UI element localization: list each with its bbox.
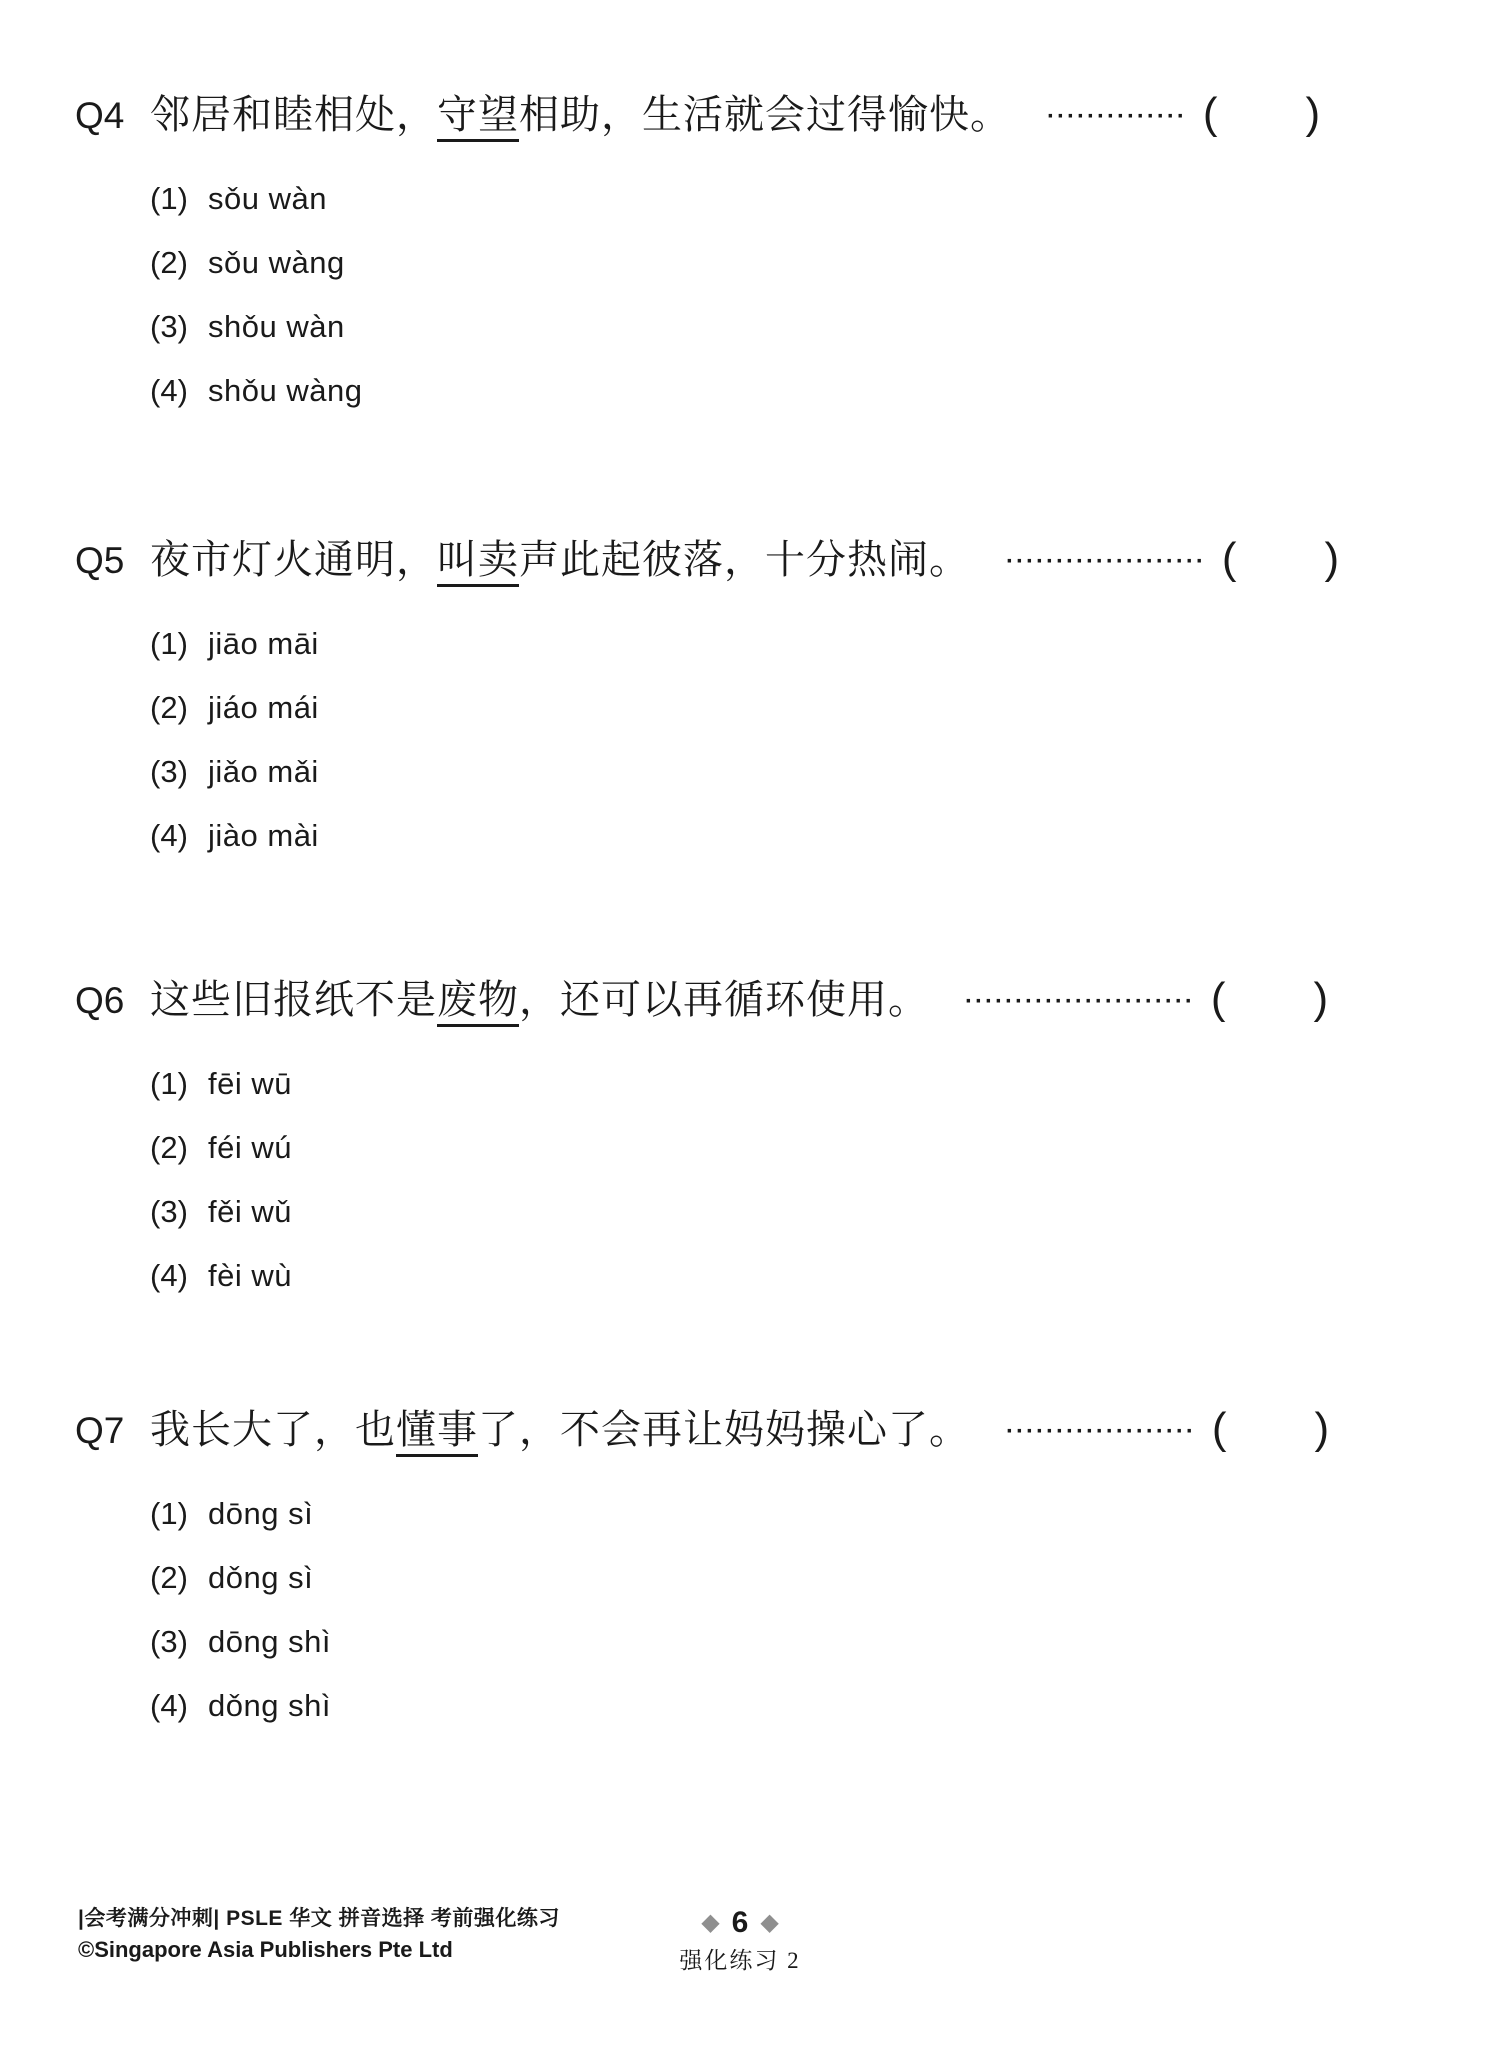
question-block bbox=[0, 1403, 1501, 1752]
underlined-word: 叫卖 bbox=[437, 537, 519, 587]
option-number: (2) bbox=[150, 1559, 188, 1595]
dotted-leader: ·············· bbox=[1047, 103, 1187, 130]
footer-section-label: 强化练习 2 bbox=[679, 1948, 801, 1973]
option-row bbox=[150, 373, 1501, 437]
option-number: (1) bbox=[150, 1065, 188, 1101]
question-block bbox=[0, 973, 1501, 1322]
footer-copyright: ©Singapore Asia Publishers Pte Ltd bbox=[78, 1937, 453, 1962]
sentence-post: 声此起彼落，十分热闹。 bbox=[519, 537, 970, 582]
option-pinyin: jiāo māi bbox=[208, 625, 319, 661]
option-number: (1) bbox=[150, 1495, 188, 1531]
paren-close: ) bbox=[1305, 89, 1321, 138]
answer-blank bbox=[1212, 1403, 1329, 1456]
question-number: Q7 bbox=[75, 1410, 125, 1451]
sentence-pre: 这些旧报纸不是 bbox=[150, 977, 437, 1022]
question-title-row bbox=[0, 1403, 1501, 1456]
option-row bbox=[150, 1560, 1501, 1624]
option-number: (3) bbox=[150, 1193, 188, 1229]
question-block bbox=[0, 88, 1501, 437]
option-pinyin: jiǎo mǎi bbox=[208, 753, 319, 789]
dotted-leader: ······················· bbox=[965, 988, 1195, 1015]
option-number: (1) bbox=[150, 625, 188, 661]
option-pinyin: fēi wū bbox=[208, 1065, 292, 1101]
underlined-word: 废物 bbox=[437, 977, 519, 1027]
question-title-row bbox=[0, 533, 1501, 586]
question-title-row bbox=[0, 88, 1501, 141]
option-pinyin: dǒng sì bbox=[208, 1559, 314, 1595]
options-list bbox=[0, 181, 1501, 437]
underlined-word: 懂事 bbox=[396, 1407, 478, 1457]
answer-blank bbox=[1222, 533, 1339, 586]
option-row bbox=[150, 1194, 1501, 1258]
sentence-pre: 我长大了，也 bbox=[150, 1407, 396, 1452]
question-sentence bbox=[150, 1406, 970, 1454]
option-row bbox=[150, 1130, 1501, 1194]
option-pinyin: sǒu wàn bbox=[208, 180, 327, 216]
option-row bbox=[150, 754, 1501, 818]
sentence-pre: 邻居和睦相处， bbox=[150, 92, 437, 137]
option-pinyin: shǒu wàng bbox=[208, 372, 363, 408]
paren-close: ) bbox=[1314, 1404, 1330, 1453]
option-number: (3) bbox=[150, 753, 188, 789]
sentence-pre: 夜市灯火通明， bbox=[150, 537, 437, 582]
question-sentence bbox=[150, 976, 929, 1024]
option-number: (4) bbox=[150, 372, 188, 408]
diamond-icon-right: ◆ bbox=[760, 1909, 779, 1936]
option-pinyin: féi wú bbox=[208, 1129, 292, 1165]
option-pinyin: fèi wù bbox=[208, 1257, 292, 1293]
dotted-leader: ···················· bbox=[1006, 548, 1206, 575]
question-sentence bbox=[150, 536, 970, 584]
dotted-leader: ··················· bbox=[1006, 1418, 1196, 1445]
options-list bbox=[0, 1496, 1501, 1752]
option-row bbox=[150, 690, 1501, 754]
options-list bbox=[0, 626, 1501, 882]
option-row bbox=[150, 818, 1501, 882]
option-number: (2) bbox=[150, 689, 188, 725]
option-pinyin: jiào mài bbox=[208, 817, 319, 853]
options-list bbox=[0, 1066, 1501, 1322]
question-block bbox=[0, 533, 1501, 882]
option-pinyin: fěi wǔ bbox=[208, 1193, 292, 1229]
option-number: (4) bbox=[150, 817, 188, 853]
option-number: (4) bbox=[150, 1257, 188, 1293]
sentence-post: ，还可以再循环使用。 bbox=[519, 977, 929, 1022]
sentence-post: 相助，生活就会过得愉快。 bbox=[519, 92, 1011, 137]
answer-blank bbox=[1203, 88, 1320, 141]
option-pinyin: dǒng shì bbox=[208, 1687, 331, 1723]
paren-open: ( bbox=[1202, 89, 1218, 138]
footer-page-block bbox=[655, 1908, 825, 1975]
option-row bbox=[150, 1066, 1501, 1130]
option-number: (4) bbox=[150, 1687, 188, 1723]
diamond-icon-left: ◆ bbox=[701, 1909, 720, 1936]
option-row bbox=[150, 181, 1501, 245]
option-pinyin: jiáo mái bbox=[208, 689, 319, 725]
paren-open: ( bbox=[1221, 534, 1237, 583]
question-sentence bbox=[150, 91, 1011, 139]
question-number: Q6 bbox=[75, 980, 125, 1021]
option-pinyin: shǒu wàn bbox=[208, 308, 345, 344]
option-row bbox=[150, 1496, 1501, 1560]
option-number: (1) bbox=[150, 180, 188, 216]
option-number: (2) bbox=[150, 1129, 188, 1165]
paren-open: ( bbox=[1211, 1404, 1227, 1453]
option-number: (3) bbox=[150, 1623, 188, 1659]
option-number: (2) bbox=[150, 244, 188, 280]
paren-close: ) bbox=[1313, 974, 1329, 1023]
page-number-row bbox=[655, 1908, 825, 1938]
option-row bbox=[150, 1688, 1501, 1752]
option-row bbox=[150, 1624, 1501, 1688]
underlined-word: 守望 bbox=[437, 92, 519, 142]
option-pinyin: dōng shì bbox=[208, 1623, 331, 1659]
option-row bbox=[150, 1258, 1501, 1322]
paren-open: ( bbox=[1210, 974, 1226, 1023]
question-title-row bbox=[0, 973, 1501, 1026]
option-pinyin: sǒu wàng bbox=[208, 244, 345, 280]
footer-series-title: |会考满分冲刺| PSLE 华文 拼音选择 考前强化练习 bbox=[78, 1907, 560, 1930]
option-row bbox=[150, 626, 1501, 690]
page-number: 6 bbox=[731, 1906, 749, 1939]
option-number: (3) bbox=[150, 308, 188, 344]
sentence-post: 了，不会再让妈妈操心了。 bbox=[478, 1407, 970, 1452]
option-row bbox=[150, 309, 1501, 373]
question-number: Q5 bbox=[75, 540, 125, 581]
paren-close: ) bbox=[1324, 534, 1340, 583]
footer-publisher-block bbox=[78, 1902, 560, 1963]
answer-blank bbox=[1211, 973, 1328, 1026]
option-row bbox=[150, 245, 1501, 309]
question-number: Q4 bbox=[75, 95, 125, 136]
option-pinyin: dōng sì bbox=[208, 1495, 314, 1531]
